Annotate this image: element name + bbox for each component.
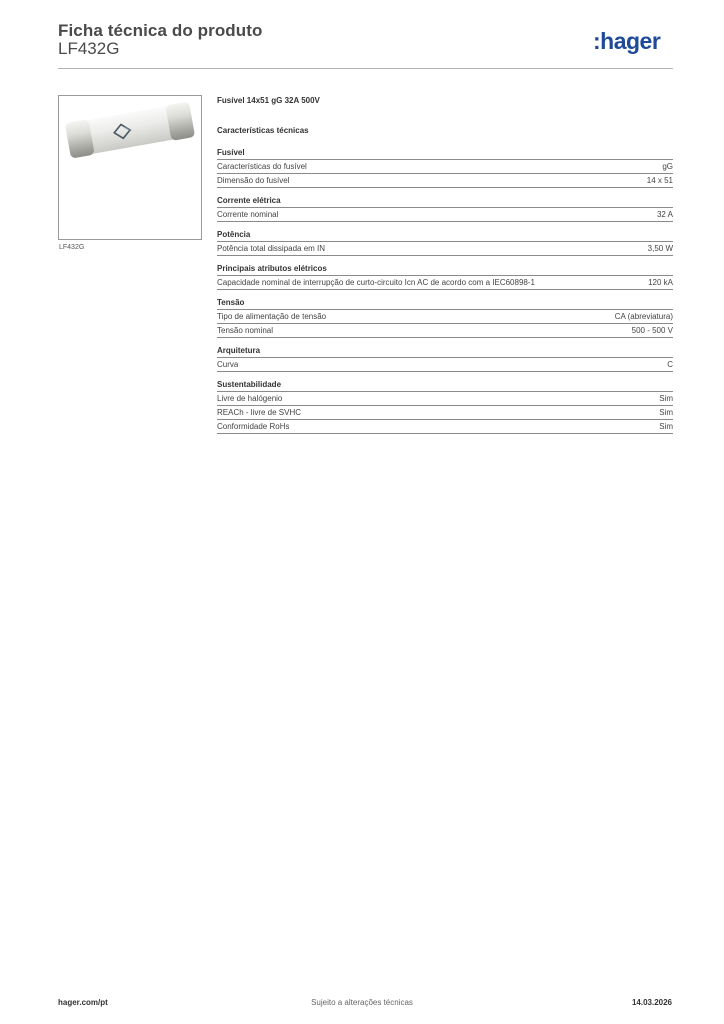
spec-label: Corrente nominal <box>217 210 279 219</box>
spec-row <box>217 392 673 406</box>
spec-group-title: Sustentabilidade <box>217 379 673 392</box>
spec-group <box>217 147 673 188</box>
header-divider <box>58 68 673 69</box>
spec-group-title: Fusível <box>217 147 673 160</box>
spec-value: Sim <box>659 394 673 403</box>
spec-group-title: Arquitetura <box>217 345 673 358</box>
spec-group <box>217 263 673 290</box>
spec-row <box>217 276 673 290</box>
footer-website: hager.com/pt <box>58 998 108 1007</box>
spec-row <box>217 242 673 256</box>
spec-label: Tipo de alimentação de tensão <box>217 312 327 321</box>
spec-value: 500 - 500 V <box>631 326 673 335</box>
spec-row <box>217 160 673 174</box>
logo-text: hager <box>600 28 661 54</box>
spec-group-title: Potência <box>217 229 673 242</box>
spec-group-title: Corrente elétrica <box>217 195 673 208</box>
spec-group <box>217 345 673 372</box>
spec-value: Sim <box>659 408 673 417</box>
spec-label: REACh - livre de SVHC <box>217 408 302 417</box>
spec-value: Sim <box>659 422 673 431</box>
spec-value: 3,50 W <box>647 244 673 253</box>
spec-label: Conformidade RoHs <box>217 422 290 431</box>
cartridge-fuse-icon <box>59 96 201 239</box>
spec-group-title: Tensão <box>217 297 673 310</box>
spec-row <box>217 358 673 372</box>
footer-notice: Sujeito a alterações técnicas <box>311 998 413 1007</box>
page-title: Ficha técnica do produto <box>58 21 263 40</box>
spec-value: 14 x 51 <box>646 176 673 185</box>
spec-value: 120 kA <box>648 278 673 287</box>
spec-label: Características do fusível <box>217 162 307 171</box>
spec-row <box>217 324 673 338</box>
spec-label: Tensão nominal <box>217 326 274 335</box>
spec-value: 32 A <box>656 210 673 219</box>
image-caption: LF432G <box>59 244 85 251</box>
spec-value: C <box>667 360 673 369</box>
spec-row <box>217 208 673 222</box>
section-title: Características técnicas <box>217 126 309 135</box>
spec-label: Dimensão do fusível <box>217 176 290 185</box>
spec-group-title: Principais atributos elétricos <box>217 263 673 276</box>
product-name: Fusível 14x51 gG 32A 500V <box>217 96 320 105</box>
product-code: LF432G <box>58 39 120 58</box>
spec-row <box>217 174 673 188</box>
spec-group <box>217 297 673 338</box>
spec-label: Potência total dissipada em IN <box>217 244 326 253</box>
product-image <box>58 95 202 240</box>
spec-value: gG <box>662 162 673 171</box>
spec-group <box>217 195 673 222</box>
footer-date: 14.03.2026 <box>631 998 672 1007</box>
spec-group <box>217 229 673 256</box>
spec-value: CA (abreviatura) <box>614 312 673 321</box>
specs-section <box>217 96 673 434</box>
spec-row <box>217 420 673 434</box>
hager-logo: :hager <box>593 28 661 54</box>
spec-label: Livre de halógenio <box>217 394 283 403</box>
spec-label: Curva <box>217 360 239 369</box>
spec-row <box>217 406 673 420</box>
spec-groups <box>217 147 673 434</box>
spec-row <box>217 310 673 324</box>
spec-group <box>217 379 673 434</box>
spec-label: Capacidade nominal de interrupção de curto-circuito Icn AC de acordo com a IEC60898-1 <box>217 278 535 287</box>
